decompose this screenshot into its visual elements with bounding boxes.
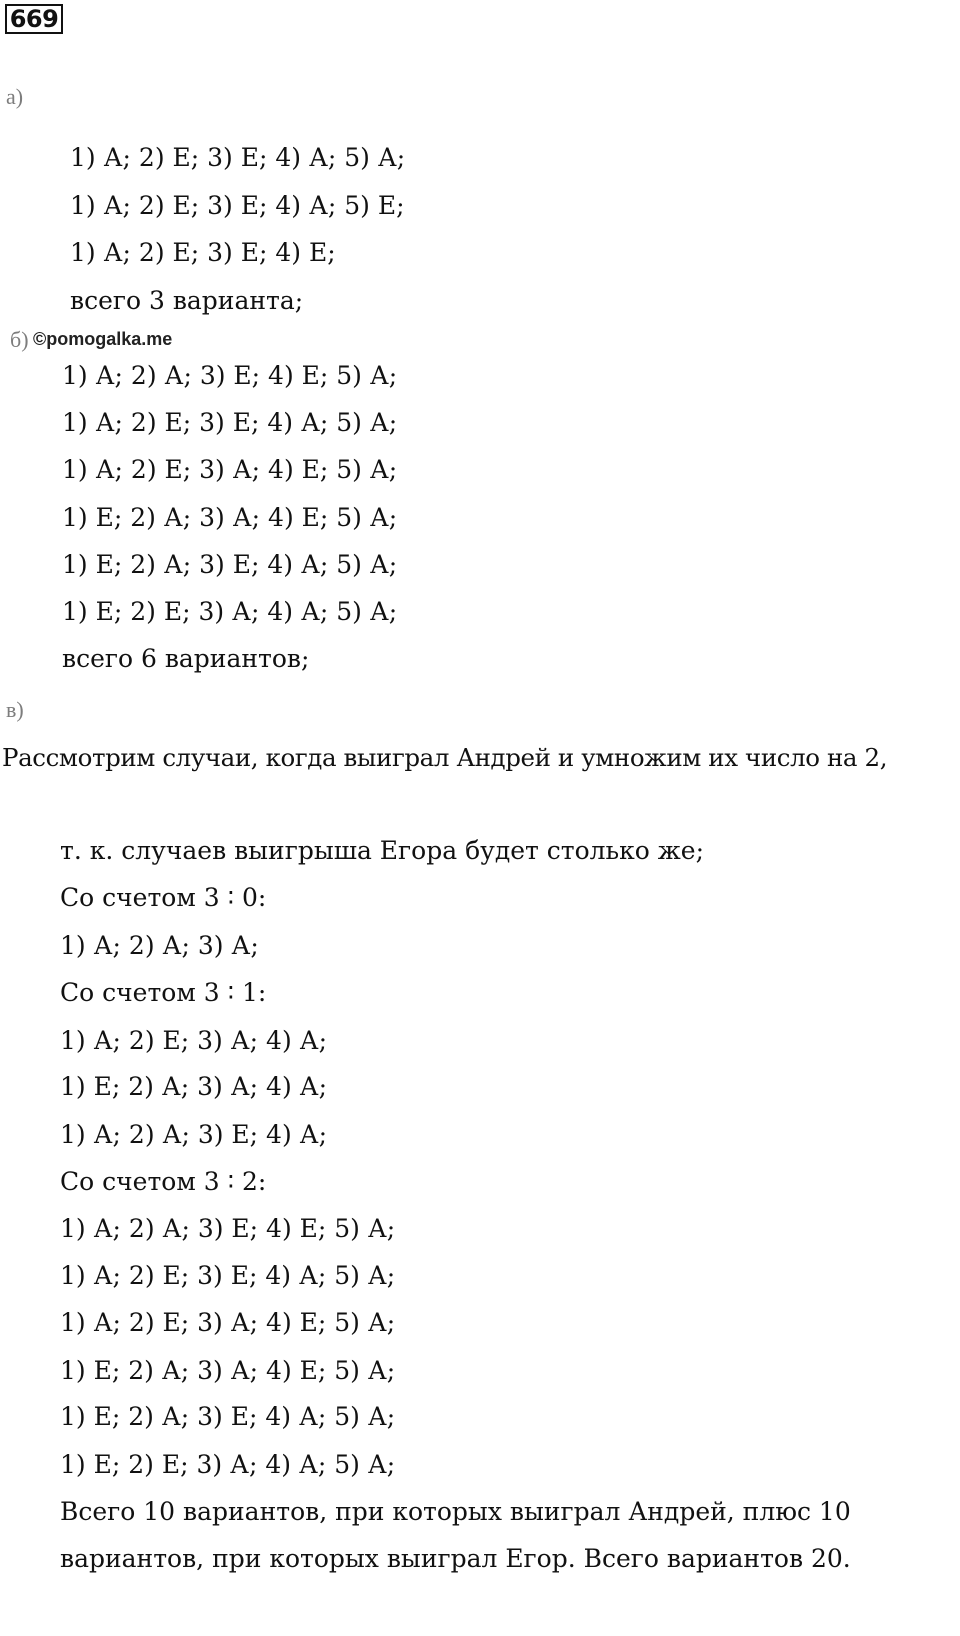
part-c-line: 1) Е; 2) А; 3) Е; 4) А; 5) А; [60,1402,396,1431]
part-c-intro: Рассмотрим случаи, когда выиграл Андрей и умножим их число на 2, [2,743,888,772]
part-b-line: 1) А; 2) А; 3) Е; 4) Е; 5) А; [62,361,398,390]
score-heading: Со счетом 3 ∶ 2: [60,1167,267,1196]
part-c-label: в) [6,697,24,722]
part-a-total: всего 3 варианта; [70,286,304,315]
part-a-line: 1) А; 2) Е; 3) Е; 4) А; 5) А; [70,143,406,172]
score-heading: Со счетом 3 ∶ 1: [60,978,267,1007]
part-c-line: т. к. случаев выигрыша Егора будет столько же; [60,836,705,865]
part-b-label: б) [10,327,29,352]
part-b-total: всего 6 вариантов; [62,644,310,673]
part-c-line: 1) А; 2) А; 3) Е; 4) А; [60,1120,328,1149]
part-b-line: 1) А; 2) Е; 3) Е; 4) А; 5) А; [62,408,398,437]
part-c-line: 1) А; 2) Е; 3) А; 4) А; [60,1026,328,1055]
part-a-line: 1) А; 2) Е; 3) Е; 4) А; 5) Е; [70,191,405,220]
part-c-line: 1) А; 2) А; 3) Е; 4) Е; 5) А; [60,1214,396,1243]
part-a-line: 1) А; 2) Е; 3) Е; 4) Е; [70,238,336,267]
part-c-line: 1) А; 2) Е; 3) А; 4) Е; 5) А; [60,1308,396,1337]
conclusion-line: вариантов, при которых выиграл Егор. Всего вариантов 20. [60,1544,851,1573]
score-heading: Со счетом 3 ∶ 0: [60,883,267,912]
part-c-line: 1) А; 2) Е; 3) Е; 4) А; 5) А; [60,1261,396,1290]
part-b-line: 1) Е; 2) А; 3) А; 4) Е; 5) А; [62,503,398,532]
part-b-line: 1) Е; 2) А; 3) Е; 4) А; 5) А; [62,550,398,579]
part-a-label: а) [6,84,24,109]
part-c-line: 1) Е; 2) А; 3) А; 4) Е; 5) А; [60,1356,396,1385]
problem-number: 669 [5,4,63,34]
part-b-line: 1) А; 2) Е; 3) А; 4) Е; 5) А; [62,455,398,484]
part-b-line: 1) Е; 2) Е; 3) А; 4) А; 5) А; [62,597,398,626]
part-c-line: 1) Е; 2) Е; 3) А; 4) А; 5) А; [60,1450,396,1479]
watermark: ©pomogalka.me [33,329,173,349]
conclusion-line: Всего 10 вариантов, при которых выиграл Андрей, плюс 10 [60,1497,851,1526]
part-c-line: 1) Е; 2) А; 3) А; 4) А; [60,1072,328,1101]
part-c-line: 1) А; 2) А; 3) А; [60,931,259,960]
